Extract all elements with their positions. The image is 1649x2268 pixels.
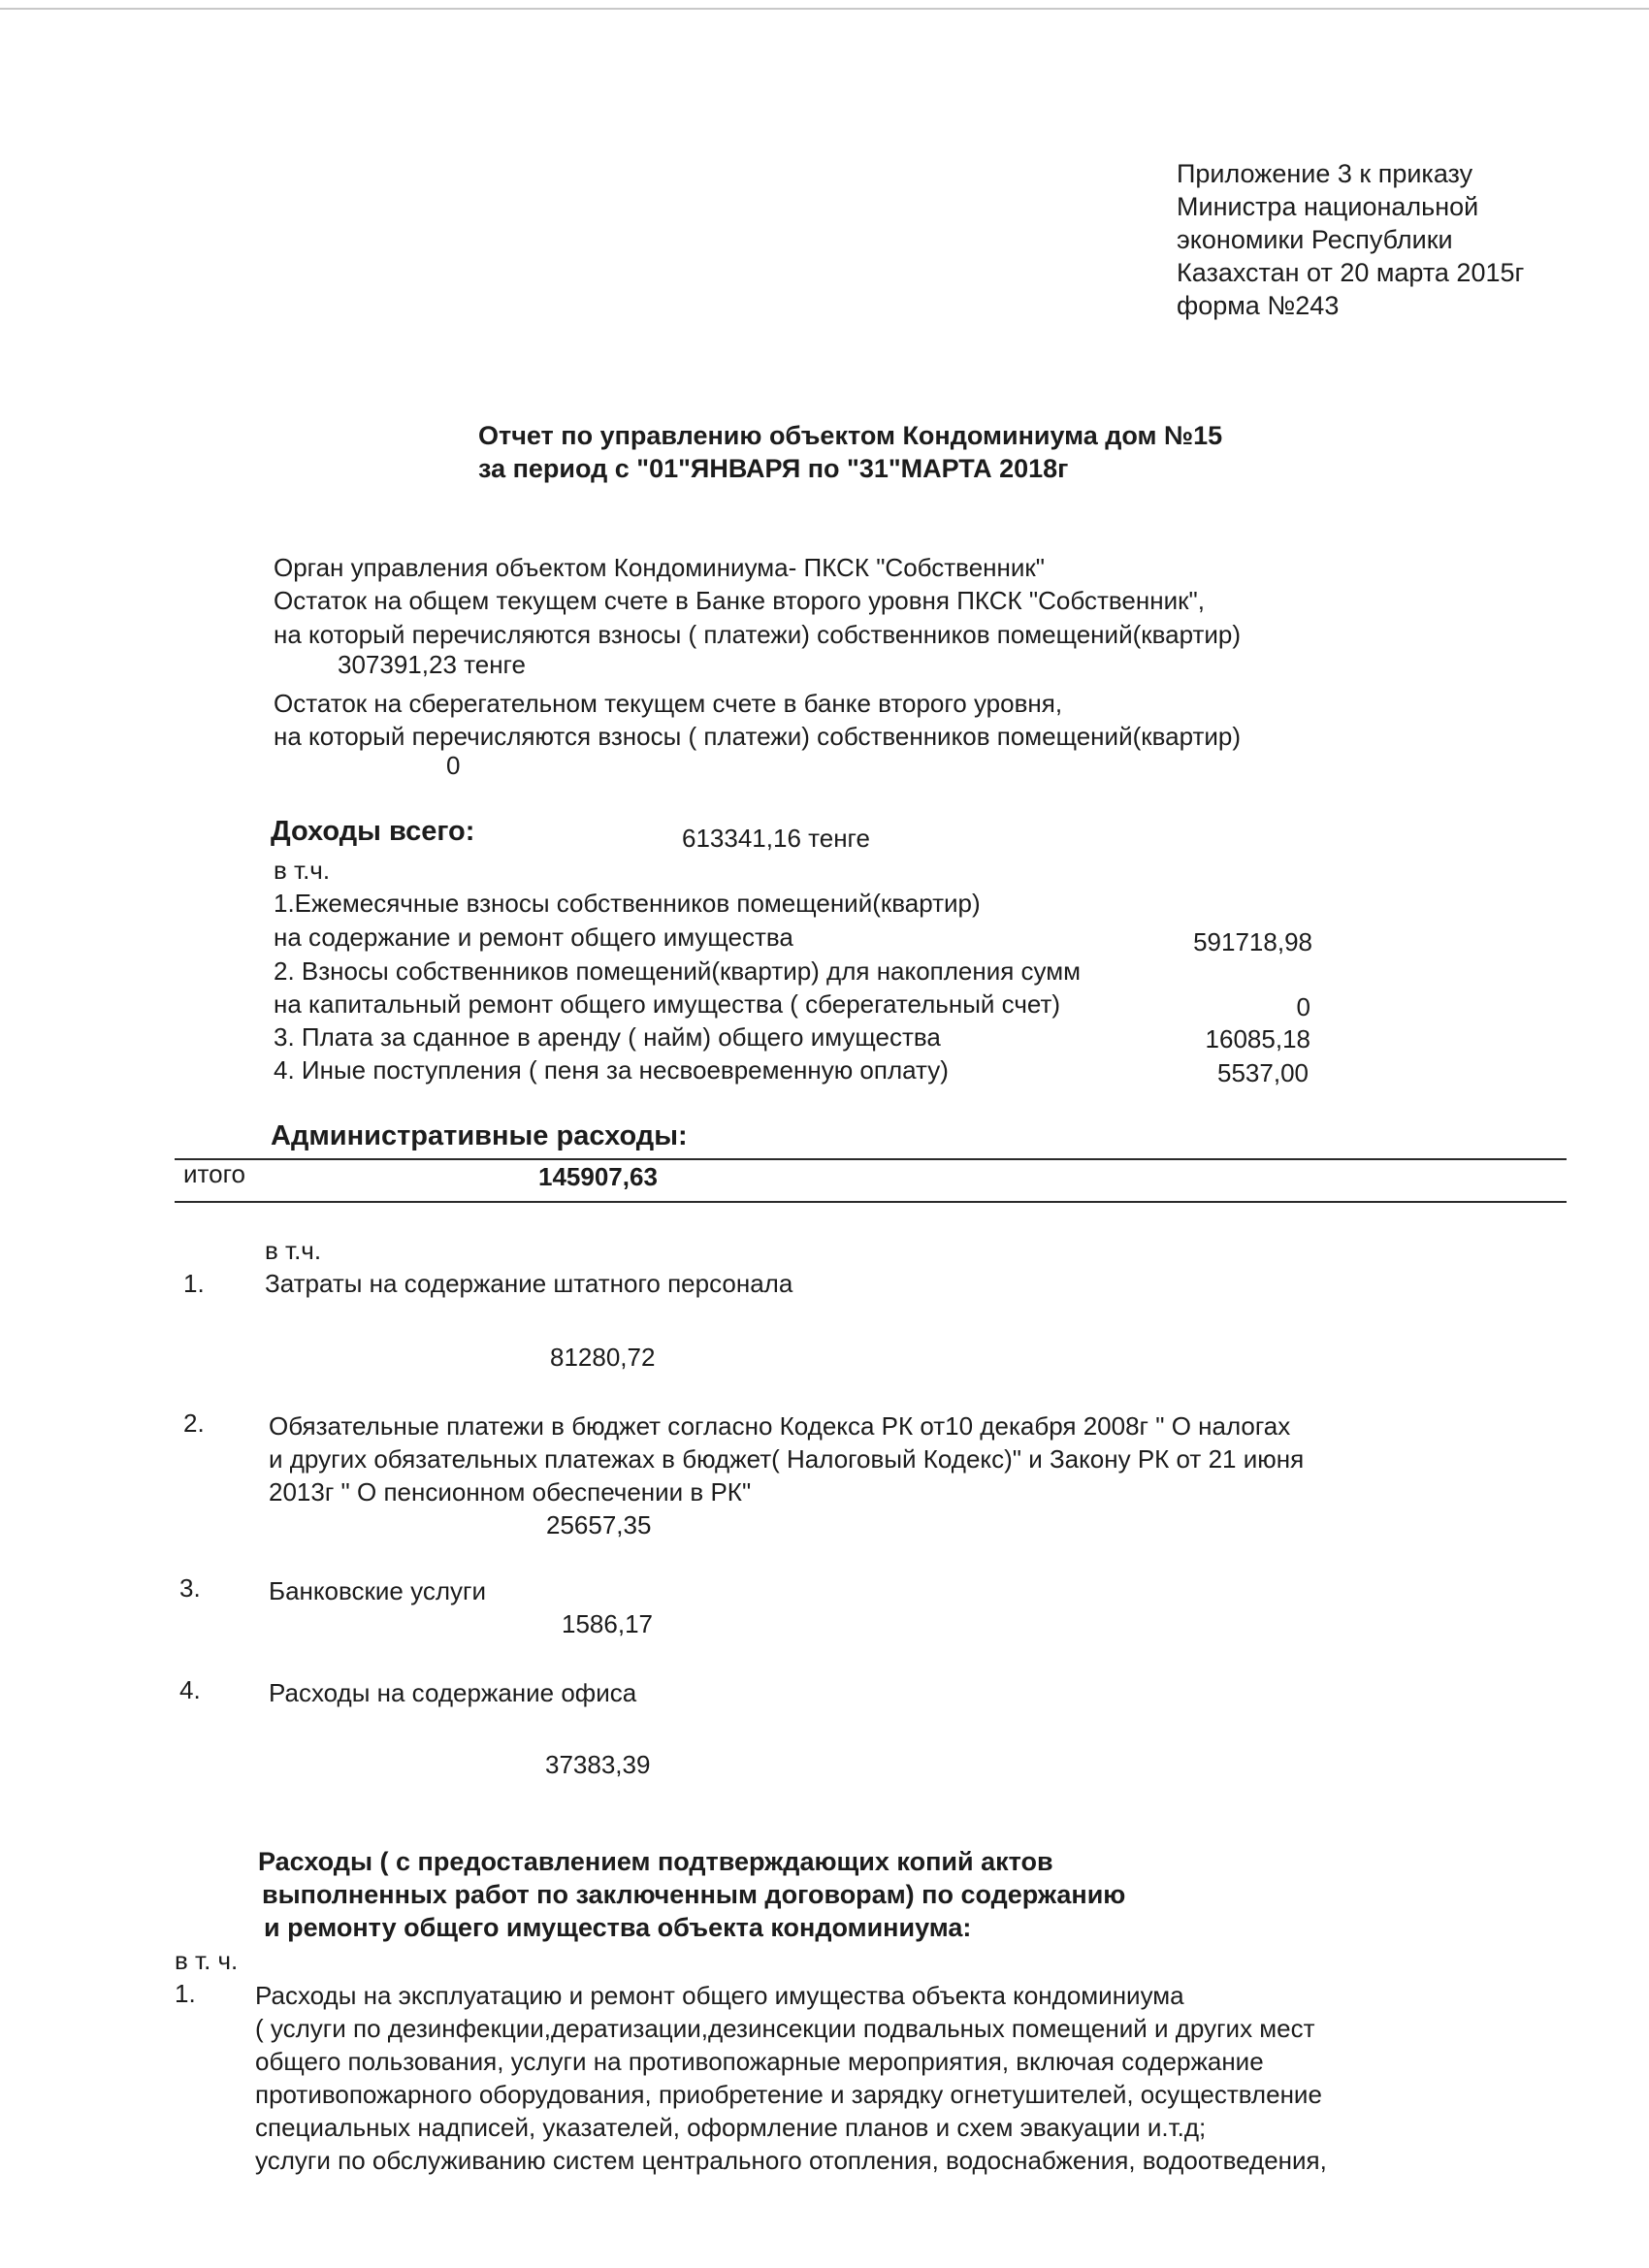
scan-edge-line: [0, 8, 1649, 10]
income-item-2-line-1: 2. Взносы собственников помещений(квартир) для накопления сумм: [274, 956, 1081, 986]
report-title-line-1: Отчет по управлению объектом Кондоминиума дом №15: [478, 421, 1223, 450]
admin-item-4-text: Расходы на содержание офиса: [269, 1678, 637, 1707]
maintenance-item-1-line-5: специальных надписей, указателей, оформление планов и схем эвакуации и.т.д;: [255, 2113, 1207, 2142]
maintenance-item-1-num: 1.: [175, 1979, 196, 2008]
admin-incl: в т.ч.: [265, 1236, 322, 1265]
report-title-line-2: за период с "01"ЯНВАРЯ по "31"МАРТА 2018г: [478, 454, 1069, 483]
income-total: 613341,16 тенге: [682, 824, 870, 853]
admin-item-1-text: Затраты на содержание штатного персонала: [265, 1269, 793, 1298]
admin-item-2-line-3: 2013г " О пенсионном обеспечении в РК": [269, 1477, 752, 1507]
appendix-line-2: Министра национальной: [1177, 192, 1479, 221]
admin-item-4-num: 4.: [179, 1675, 201, 1704]
maintenance-incl: в т. ч.: [175, 1946, 239, 1975]
maintenance-item-1-line-3: общего пользования, услуги на противопожарные мероприятия, включая содержание: [255, 2047, 1264, 2076]
intro-line-1: Орган управления объектом Кондоминиума- ПКСК "Собственник": [274, 553, 1045, 582]
maintenance-item-1-line-6: услуги по обслуживанию систем центрального отопления, водоснабжения, водоотведения,: [255, 2146, 1327, 2175]
admin-item-4-value: 37383,39: [545, 1750, 651, 1779]
intro-line-2: Остаток на общем текущем счете в Банке второго уровня ПКСК "Собственник",: [274, 586, 1205, 615]
admin-item-2-value: 25657,35: [546, 1510, 652, 1539]
savings-balance: 0: [446, 751, 461, 780]
admin-total-value: 145907,63: [538, 1162, 658, 1191]
income-incl: в т.ч.: [274, 856, 331, 885]
admin-item-3-num: 3.: [179, 1573, 201, 1603]
intro-line-5: на который перечисляются взносы ( платежи) собственников помещений(квартир): [274, 722, 1242, 751]
income-item-1-line-2: на содержание и ремонт общего имущества: [274, 923, 793, 952]
admin-item-2-num: 2.: [183, 1409, 205, 1438]
admin-item-3-text: Банковские услуги: [269, 1576, 486, 1605]
maintenance-item-1-line-1: Расходы на эксплуатацию и ремонт общего имущества объекта кондоминиума: [255, 1981, 1184, 2010]
income-item-1-line-1: 1.Ежемесячные взносы собственников помещений(квартир): [274, 889, 981, 918]
appendix-line-3: экономики Республики: [1177, 225, 1453, 254]
admin-item-2-line-2: и других обязательных платежах в бюджет( Налоговый Кодекс)" и Закону РК от 21 июня: [269, 1444, 1305, 1474]
income-label: Доходы всего:: [271, 816, 475, 847]
income-item-2-line-2: на капитальный ремонт общего имущества ( сберегательный счет): [274, 989, 1061, 1019]
maintenance-heading-line-1: Расходы ( с предоставлением подтверждающих копий актов: [258, 1847, 1053, 1876]
income-item-3-value: 16085,18: [1205, 1024, 1310, 1053]
intro-line-3: на который перечисляются взносы ( платежи) собственников помещений(квартир): [274, 620, 1242, 649]
admin-top-rule: [175, 1158, 1567, 1160]
maintenance-heading-line-3: и ремонту общего имущества объекта кондоминиума:: [264, 1913, 972, 1942]
income-item-4-line-1: 4. Иные поступления ( пеня за несвоевременную оплату): [274, 1055, 949, 1085]
income-item-2-value: 0: [1296, 992, 1310, 1021]
admin-bottom-rule: [175, 1201, 1567, 1203]
admin-item-1-num: 1.: [183, 1269, 205, 1298]
appendix-line-1: Приложение 3 к приказу: [1177, 159, 1473, 188]
admin-item-1-value: 81280,72: [550, 1343, 656, 1372]
admin-total-label: итого: [183, 1159, 245, 1188]
maintenance-item-1-line-4: противопожарного оборудования, приобретение и зарядку огнетушителей, осуществление: [255, 2080, 1322, 2109]
admin-item-3-value: 1586,17: [562, 1609, 653, 1638]
appendix-line-4: Казахстан от 20 марта 2015г: [1177, 258, 1525, 287]
income-item-4-value: 5537,00: [1217, 1058, 1309, 1087]
maintenance-heading-line-2: выполненных работ по заключенным договорам) по содержанию: [262, 1880, 1126, 1909]
maintenance-item-1-line-2: ( услуги по дезинфекции,дератизации,дезинсекции подвальных помещений и других мест: [255, 2014, 1315, 2043]
admin-expenses-label: Административные расходы:: [271, 1120, 688, 1151]
appendix-line-5: форма №243: [1177, 291, 1340, 320]
admin-item-2-line-1: Обязательные платежи в бюджет согласно Кодекса РК от10 декабря 2008г " О налогах: [269, 1411, 1291, 1441]
income-item-1-value: 591718,98: [1193, 927, 1312, 956]
intro-line-4: Остаток на сберегательном текущем счете в банке второго уровня,: [274, 689, 1063, 718]
income-item-3-line-1: 3. Плата за сданное в аренду ( найм) общего имущества: [274, 1022, 941, 1052]
current-balance: 307391,23 тенге: [338, 650, 526, 679]
